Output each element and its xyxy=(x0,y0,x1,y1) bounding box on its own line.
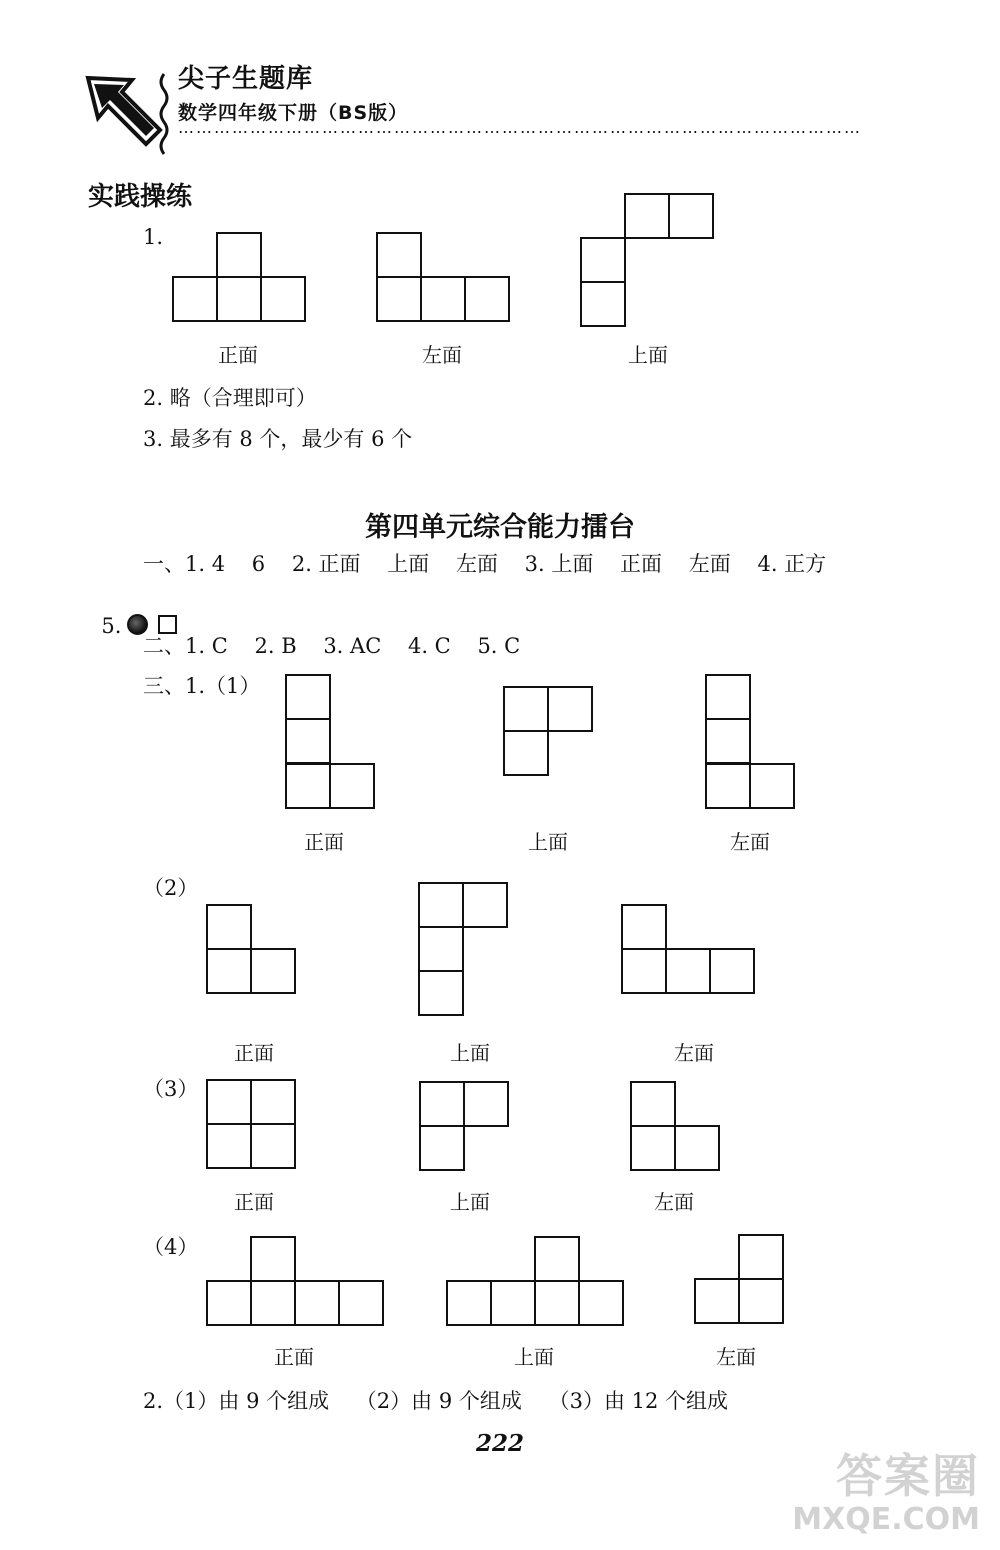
unit-31-1-label-front: 正面 xyxy=(304,830,344,854)
unit-part3-q2: 2.（1）由 9 个组成 （2）由 9 个组成 （3）由 12 个组成 xyxy=(143,1389,729,1413)
header-dotted-rule: …………………………………………………………………………………………………… xyxy=(178,118,862,137)
practice-q3: 3. 最多有 8 个，最少有 6 个 xyxy=(143,427,413,451)
practice-q1-label-top: 上面 xyxy=(628,343,668,367)
header-logo-arrow-icon xyxy=(80,70,170,160)
unit-part2: 二、1. C 2. B 3. AC 4. C 5. C xyxy=(143,634,521,658)
unit-31-2-label-left: 左面 xyxy=(674,1041,714,1065)
unit-31-4-label-top: 上面 xyxy=(514,1345,554,1369)
unit-part1: 一、1. 4 6 2. 正面 上面 左面 3. 上面 正面 左面 4. 正方 xyxy=(143,552,827,576)
unit-31-3-label-front: 正面 xyxy=(234,1190,274,1214)
unit-31-2-label-front: 正面 xyxy=(234,1041,274,1065)
unit-31-4-label-left: 左面 xyxy=(716,1345,756,1369)
unit-31-4-label-front: 正面 xyxy=(274,1345,314,1369)
unit-31-3-label-left: 左面 xyxy=(654,1190,694,1214)
book-title: 尖子生题库 xyxy=(178,64,314,94)
unit-31-1-label-left: 左面 xyxy=(730,830,770,854)
unit-part1-q5-number: 5. xyxy=(101,614,122,638)
section-heading-practice: 实践操练 xyxy=(88,182,193,212)
unit-part3-1-1-label: 三、1.（1） xyxy=(143,674,261,698)
practice-q1-label-front: 正面 xyxy=(218,343,258,367)
unit-31-1-label-top: 上面 xyxy=(528,830,568,854)
practice-q2: 2. 略（合理即可） xyxy=(143,386,317,410)
watermark-logo-text: 答案圈 xyxy=(836,1449,980,1503)
unit-31-4-label: （4） xyxy=(143,1235,199,1259)
practice-q1-number: 1. xyxy=(143,225,164,249)
unit-31-2-label: （2） xyxy=(143,876,199,900)
unit-31-2-label-top: 上面 xyxy=(450,1041,490,1065)
unit-31-3-label-top: 上面 xyxy=(450,1190,490,1214)
practice-q1-label-left: 左面 xyxy=(422,343,462,367)
page-number: 222 xyxy=(475,1430,524,1457)
section-heading-unit: 第四单元综合能力擂台 xyxy=(365,512,635,543)
watermark-url: MXQE.COM xyxy=(792,1502,980,1537)
watermark-logo xyxy=(790,1440,990,1550)
book-subtitle: 数学四年级下册（BS版） xyxy=(178,102,409,124)
unit-31-3-label: （3） xyxy=(143,1077,199,1101)
